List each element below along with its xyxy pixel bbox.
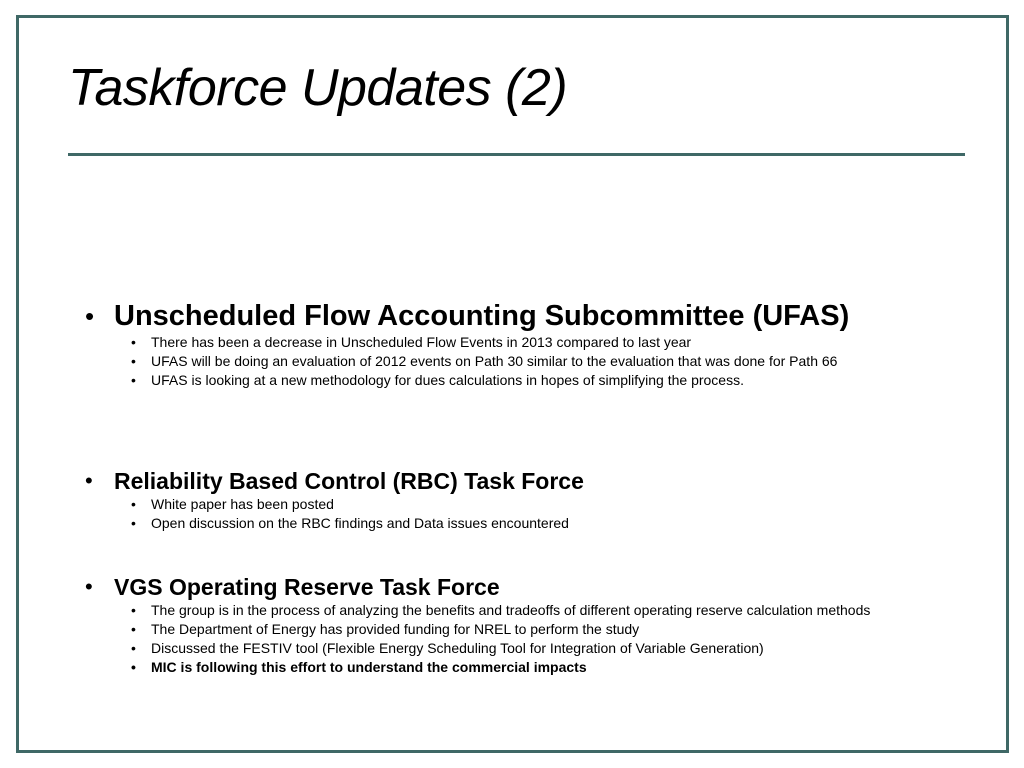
list-item: • UFAS will be doing an evaluation of 2012 events on Path 30 similar to the evaluation that was done for Path 66 <box>131 353 838 369</box>
section-heading <box>77 467 957 495</box>
bullet-icon: • <box>131 640 136 656</box>
list-item: • White paper has been posted <box>131 496 334 512</box>
section-rbc <box>77 467 957 533</box>
bullet-icon: • <box>131 602 136 618</box>
slide-frame <box>16 15 1009 753</box>
section-heading <box>77 299 957 333</box>
section-ufas <box>77 299 957 390</box>
section-vgs <box>77 573 957 677</box>
sub-bullet-list <box>77 495 957 533</box>
sub-bullet-list <box>77 601 957 677</box>
list-item: • There has been a decrease in Unscheduled Flow Events in 2013 compared to last year <box>131 334 692 350</box>
list-item: • UFAS is looking at a new methodology for dues calculations in hopes of simplifying the process. <box>131 372 744 388</box>
section-heading-text: Unscheduled Flow Accounting Subcommittee (UFAS) <box>114 300 850 332</box>
bullet-icon: • <box>131 621 136 637</box>
list-item: • The Department of Energy has provided funding for NREL to perform the study <box>131 621 640 637</box>
bullet-icon: • <box>131 334 136 350</box>
bullet-icon: • <box>85 301 95 331</box>
bullet-icon: • <box>131 515 136 531</box>
section-heading-text: VGS Operating Reserve Task Force <box>114 574 500 600</box>
bullet-icon: • <box>131 372 136 388</box>
list-item: • MIC is following this effort to understand the commercial impacts <box>131 659 587 675</box>
list-item: • The group is in the process of analyzing the benefits and tradeoffs of different operating reserve calculation methods <box>131 602 871 618</box>
section-heading <box>77 573 957 601</box>
section-heading-text: Reliability Based Control (RBC) Task Force <box>114 468 584 494</box>
bullet-icon: • <box>85 468 93 493</box>
title-divider <box>68 153 965 156</box>
bullet-icon: • <box>131 659 136 675</box>
bullet-icon: • <box>85 574 93 599</box>
list-item: • Open discussion on the RBC findings and Data issues encountered <box>131 515 569 531</box>
bullet-icon: • <box>131 496 136 512</box>
slide-title: Taskforce Updates (2) <box>68 59 568 117</box>
list-item: • Discussed the FESTIV tool (Flexible Energy Scheduling Tool for Integration of Variable Generation) <box>131 640 764 656</box>
sub-bullet-list <box>77 333 957 390</box>
bullet-icon: • <box>131 353 136 369</box>
